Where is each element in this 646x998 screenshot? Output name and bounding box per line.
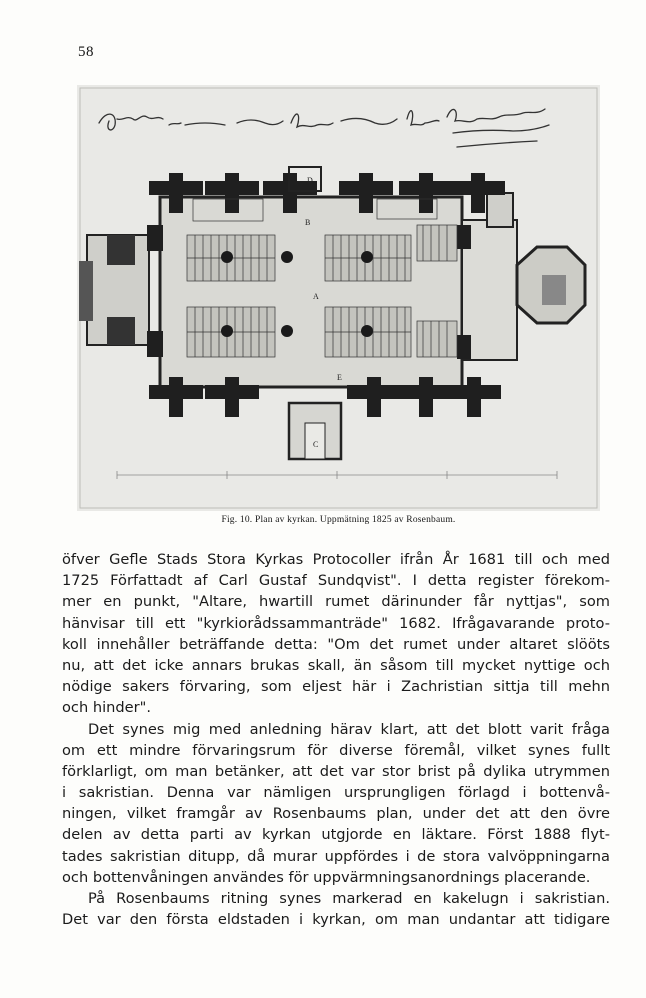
floor-plan-drawing	[77, 85, 600, 511]
plan-letter-b: B	[305, 218, 311, 227]
plan-letter-c: C	[313, 440, 319, 449]
page-number: 58	[78, 44, 94, 60]
text-line: ningen, vilket framgår av Rosenbaums plan, under det att den övre	[62, 805, 610, 823]
text-line: Det var den första eldstaden i kyrkan, om man undantar att tidigare	[62, 911, 610, 929]
text-line: nu, att det icke annars brukas skall, än såsom till mycket nyttige och	[62, 656, 610, 674]
text-line: delen av detta parti av kyrkan utgjorde en läktare. Först 1888 flyt-	[62, 826, 610, 844]
text-line: och bottenvåningen användes för uppvärmningsanordnings placerande.	[62, 868, 591, 886]
text-line: öfver Gefle Stads Stora Kyrkas Protocoller ifrån År 1681 till och med	[62, 551, 610, 568]
text-line: tades sakristian ditupp, då murar uppfördes i de stora valvöppningarna	[62, 847, 610, 865]
text-line: i sakristian. Denna var nämligen ursprungligen förlagd i bottenvå-	[62, 784, 610, 802]
text-line: Det synes mig med anledning härav klart, att det blott varit fråga	[88, 720, 610, 738]
plan-letter-e: E	[337, 373, 342, 382]
text-line: förklarligt, om man betänker, att det var stor brist på dylika utrymmen	[62, 762, 610, 780]
figure-caption: Fig. 10. Plan av kyrkan. Uppmätning 1825 av Rosenbaum.	[221, 515, 456, 525]
text-line: om ett mindre förvaringsrum för diverse föremål, vilket synes fullt	[62, 741, 610, 759]
text-line: På Rosenbaums ritning synes markerad en kakelugn i sakristian.	[88, 890, 610, 907]
body-text	[62, 549, 610, 930]
plan-letter-d: D	[307, 176, 313, 185]
plan-letter-a: A	[313, 292, 319, 301]
text-line: 1725 Författadt af Carl Gustaf Sundqvist". I detta register förekom-	[62, 572, 610, 590]
text-line: mer en punkt, "Altare, hwartill rumet därinunder får nyttjas", som	[62, 593, 610, 611]
text-line: och hinder".	[62, 699, 151, 717]
church-floor-plan-figure	[77, 85, 600, 511]
text-line: nödige sakers förvaring, som eljest här i Zachristian sittja till mehn	[62, 678, 610, 696]
text-line: koll innehåller beträffande detta: "Om det rumet under altaret slööts	[62, 635, 610, 653]
text-line: hänvisar till ett "kyrkiorådssammanträde" 1682. Ifrågavarande proto-	[62, 614, 610, 632]
